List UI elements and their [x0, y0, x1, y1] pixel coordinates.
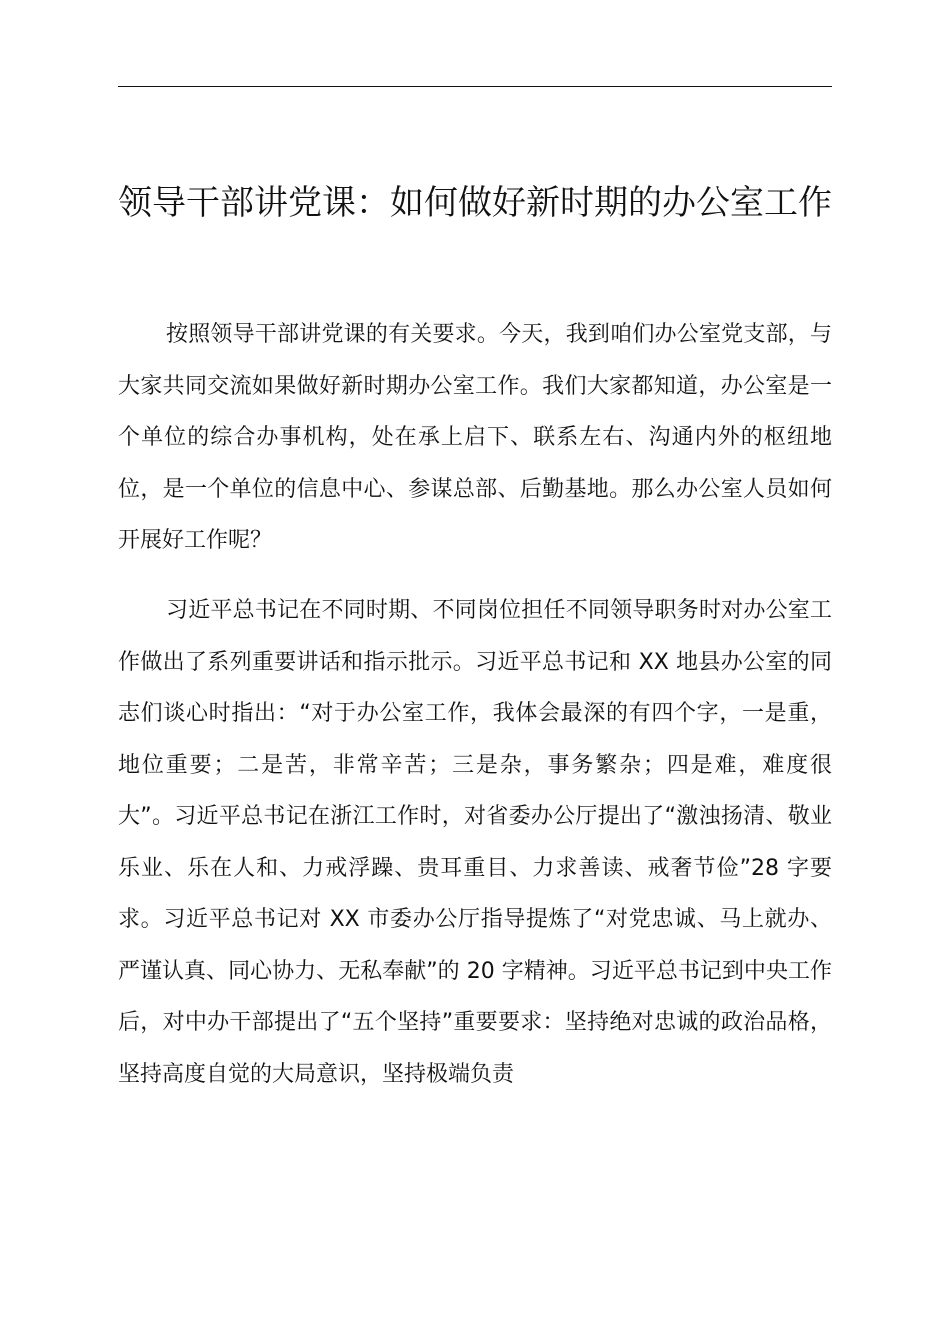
document-title: 领导干部讲党课：如何做好新时期的办公室工作	[118, 183, 832, 223]
header-rule	[118, 86, 832, 87]
body-paragraph-2: 习近平总书记在不同时期、不同岗位担任不同领导职务时对办公室工作做出了系列重要讲话和指示批示。习近平总书记和 XX 地县办公室的同志们谈心时指出：“对于办公室工作，我体会最深的有四个字，一是重，地位重要；二是苦，非常辛苦；三是杂，事务繁杂；四是难，难度很大”。习近平总书记在浙江工作时，对省委办公厅提出了“激浊扬清、敬业乐业、乐在人和、力戒浮躁、贵耳重目、力求善读、戒奢节俭”28 字要求。习近平总书记对 XX 市委办公厅指导提炼了“对党忠诚、马上就办、严谨认真、同心协力、无私奉献”的 20 字精神。习近平总书记到中央工作后，对中办干部提出了“五个坚持”重要要求：坚持绝对忠诚的政治品格，坚持高度自觉的大局意识，坚持极端负责	[118, 598, 832, 1087]
body-paragraph-1: 按照领导干部讲党课的有关要求。今天，我到咱们办公室党支部，与大家共同交流如果做好新时期办公室工作。我们大家都知道，办公室是一个单位的综合办事机构，处在承上启下、联系左右、沟通内外的枢纽地位，是一个单位的信息中心、参谋总部、后勤基地。那么办公室人员如何开展好工作呢？	[118, 322, 832, 553]
